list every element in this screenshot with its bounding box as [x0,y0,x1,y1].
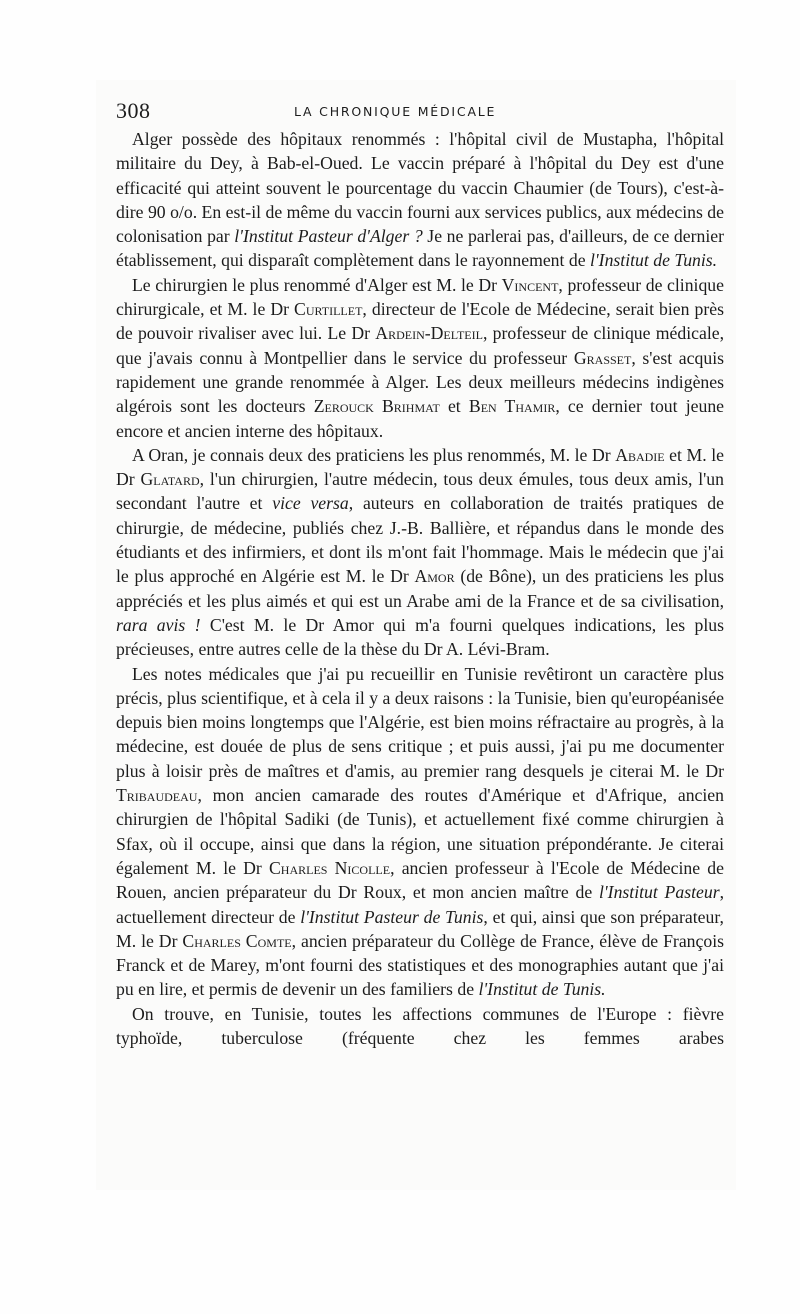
text-run: (de Bône), un des praticiens les plus appréciés et les plus aimés et qui est un Arabe ami de la France et de sa civilisation, [116,566,724,611]
text-run: , actuellement directeur de [116,882,725,927]
person-name: Vincent [501,274,559,295]
italic-text: l'Institut Pasteur d'Alger ? [234,226,423,247]
text-run: , mon ancien camarade des routes d'Amérique et d'Afrique, ancien chirurgien de l'hôpital Sadiki (de Tunis), et actuellement fixé comme chirurgien à Sfax, où il occupe, ainsi que dans la région, une situation prépondérante. Je citerai également M. le Dr [116,785,724,878]
person-name: Charles Nicolle [269,857,391,878]
person-name: Abadie [615,444,665,465]
italic-text: l'Institut de Tunis. [589,250,718,271]
text-run: Alger possède des hôpitaux renommés : l'hôpital civil de Mustapha, l'hôpital militaire du Dey, à Bab-el-Oued. Le vaccin préparé à l'hôpital du Dey est d'une efficacité qui atteint souvent le pourcentage du vaccin Chaumier (de Tours), c'est-à-dire 90 o/o. En est-il de même du vaccin fourni aux services publics, aux médecins de colonisation par [116,129,724,247]
italic-text: l'Institut de Tunis. [478,979,606,1000]
text-run: , ancien professeur à l'Ecole de Médecine de Rouen, ancien préparateur du Dr Roux, et mon ancien maître de [116,857,724,903]
person-name: Ben Thamir [468,396,556,417]
person-name: Tribaudeau [116,785,198,806]
person-name: Amor [414,566,455,587]
italic-text: l'Institut Pasteur [598,882,720,903]
text-run: , et qui, ainsi que son préparateur, M. le Dr [116,906,724,951]
paragraph [116,273,724,443]
text-run: Le chirurgien le plus renommé d'Alger est M. le Dr [132,274,502,295]
italic-text: l'Institut Pasteur de Tunis [300,906,484,927]
person-name: Glatard [140,469,200,490]
person-name: Charles Comte [182,930,292,951]
paragraph [116,443,724,662]
person-name: Zerouck Brihmat [313,396,440,417]
text-run: , ancien préparateur du Collège de France, élève de François Franck et de Marey, m'ont fourni des statistiques et des monographies autant que j'ai pu en lire, et permis de devenir un des familiers de [116,930,725,1000]
text-run: , ce dernier tout jeune encore et ancien interne des hôpitaux. [116,396,725,441]
text-run: , l'un chirurgien, l'autre médecin, tous deux émules, tous deux amis, l'un secondant l'autre et [116,469,724,514]
text-run: et M. le Dr [116,444,724,490]
text-run: Je ne parlerai pas, d'ailleurs, de ce dernier établissement, qui disparaît complètement dans le rayonnement de [116,226,724,271]
text-run: , professeur de clinique chirurgicale, et M. le Dr [116,274,724,320]
italic-text: vice versa [272,493,349,514]
text-run: A Oran, je connais deux des praticiens les plus renommés, M. le Dr [132,444,616,465]
page-header [116,98,726,128]
person-name: Curtillet [294,299,363,320]
text-run: C'est M. le Dr Amor qui m'a fourni quelques indications, les plus précieuses, entre autres celle de la thèse du Dr A. Lévi-Bram. [116,614,724,660]
person-name: Grasset [573,347,632,368]
person-name: Ardein-Delteil [375,323,483,344]
italic-text: rara avis ! [116,614,201,635]
text-run: , auteurs en collaboration de traités pratiques de chirurgie, de médecine, publiés chez J.-B. Ballière, et répandus dans le monde des étudiants et des infirmiers, et dont ils m'ont fait l'hommage. Mais le médecin que j'ai le plus approché en Algérie est M. le Dr [116,493,725,587]
paragraph [116,127,724,273]
paragraph [116,1002,724,1051]
text-run: , professeur de clinique médicale, que j'avais connu à Montpellier dans le service du professeur [116,323,725,368]
text-run: Les notes médicales que j'ai pu recueillir en Tunisie revêtiront un caractère plus précis, plus scientifique, et à cela il y a deux raisons : la Tunisie, bien qu'européanisée depuis bien moins longtemps que l'Algérie, est bien moins réfractaire au progrès, à la médecine, est douée de plus de sens critique ; et puis aussi, j'ai pu me documenter plus à loisir près de maîtres et d'amis, au premier rang desquels je citerai M. le Dr [116,663,724,781]
page-number: 308 [116,98,151,123]
running-title: LA CHRONIQUE MÉDICALE [294,104,497,119]
paragraph [116,662,724,1002]
text-run: On trouve, en Tunisie, toutes les affections communes de l'Europe : fièvre typhoïde, tuberculose (fréquente chez les femmes arabes [116,1003,724,1048]
body-text [116,127,724,1050]
text-run: , s'est acquis rapidement une grande renommée à Alger. Les deux meilleurs médecins indigènes algérois sont les docteurs [116,347,724,417]
text-run: , directeur de l'Ecole de Médecine, serait bien près de pouvoir rivaliser avec lui. Le Dr [116,299,724,344]
text-run: et [439,396,469,417]
